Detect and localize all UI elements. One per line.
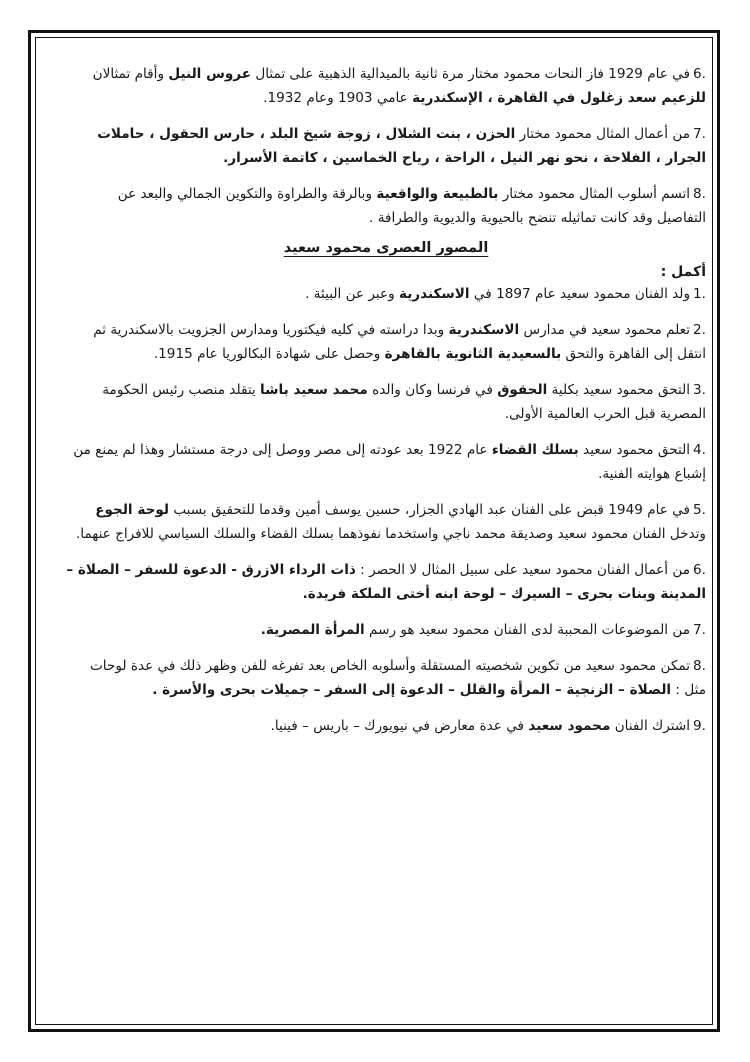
item-text: وبدا دراسته في كليه فيكتوريا ومدارس الجزويت بالاسكندرية ثم انتقل إلى القاهرة والتحق: [93, 322, 706, 362]
item-number: .6: [693, 562, 706, 578]
item-number: .8: [693, 658, 706, 674]
item-text: في فرنسا وكان والده: [367, 382, 498, 398]
list-item: [66, 558, 706, 606]
item-text: وتدخل الفنان محمود سعيد وصديقة محمد ناجي واستخدما نفوذهما بسلك القضاء والسلك السياسي للافراج عنهما.: [75, 526, 706, 542]
emphasized-text: للزعيم سعد زغلول في القاهرة ، الإسكندرية: [412, 90, 706, 106]
item-text: اشترك الفنان: [610, 718, 691, 734]
item-text: من الموضوعات المحببة لدى الفنان محمود سعيد هو رسم: [364, 622, 691, 638]
emphasized-text: الحزن ، بنت الشلال ، زوجة شيخ البلد ، حارس الحقول ، حاملات الجرار ، الفلاحة ، نحو نهر النيل ، الراحة ، رياح الخماسين ، كاتمة الأسرار.: [97, 126, 706, 166]
item-text: من أعمال الفنان محمود سعيد على سبيل المثال لا الحصر :: [355, 562, 691, 578]
mukhtar-section: [66, 62, 706, 230]
item-text: التحق محمود سعيد: [578, 442, 691, 458]
item-number: .2: [693, 322, 706, 338]
section-heading: [66, 236, 706, 260]
emphasized-text: الصلاة – الزنجية – المرأة والقلل – الدعوة إلى السفر – جميلات بحرى والأسرة .: [152, 682, 672, 698]
item-text: تعلم محمود سعيد في مدارس: [519, 322, 691, 338]
item-text: اتسم أسلوب المثال محمود مختار: [498, 186, 691, 202]
emphasized-text: لوحة الجوع: [95, 502, 169, 518]
item-text: ولد الفنان محمود سعيد عام 1897 في: [469, 286, 691, 302]
emphasized-text: ذات الرداء الازرق - الدعوة للسفر – الصلاة – المدينة وبنات بحرى – السيرك – لوحة ابنه أختى الملكة فريدة.: [66, 562, 706, 602]
item-text: في عام 1929 فاز النحات محمود مختار مرة ثانية بالميدالية الذهبية على تمثال: [251, 66, 691, 82]
emphasized-text: بالسعيدية الثانوية بالقاهرة: [384, 346, 562, 362]
section-heading-text: المصور العصرى محمود سعيد: [283, 240, 489, 256]
item-text: وحصل على شهادة البكالوريا عام 1915.: [153, 346, 385, 362]
item-number: .8: [693, 186, 706, 202]
mahmoud-said-section: [66, 282, 706, 738]
item-text: عام 1922 بعد عودته إلى مصر ووصل إلى درجة مستشار وهذا لم يمنع من إشباع هوايته الفنية.: [73, 442, 706, 482]
list-item: [66, 282, 706, 306]
emphasized-text: الحقوق: [497, 382, 548, 398]
item-text: من أعمال المثال محمود مختار: [515, 126, 691, 142]
item-number: .7: [693, 126, 706, 142]
item-number: .1: [693, 286, 706, 302]
emphasized-text: بالطبيعة والواقعية: [376, 186, 499, 202]
item-text: التحق محمود سعيد بكلية: [547, 382, 691, 398]
item-text: في عام 1949 قبض على الفنان عبد الهادي الجزار، حسين يوسف أمين وقدما للتحقيق بسبب: [169, 502, 691, 518]
fill-in-label: أكمل :: [660, 264, 706, 280]
item-number: .6: [693, 66, 706, 82]
list-item: [66, 714, 706, 738]
list-item: [66, 618, 706, 642]
item-text: وعبر عن البيئة .: [305, 286, 399, 302]
item-text: وأقام تمثالان: [92, 66, 169, 82]
item-number: .4: [693, 442, 706, 458]
list-item: [66, 318, 706, 366]
emphasized-text: الاسكندرية: [398, 286, 470, 302]
item-number: .9: [693, 718, 706, 734]
item-number: .3: [693, 382, 706, 398]
list-item: [66, 62, 706, 110]
item-text: في عدة معارض في نيويورك – باريس – فينيا.: [270, 718, 529, 734]
list-item: [66, 182, 706, 230]
list-item: [66, 378, 706, 426]
emphasized-text: المرأة المصرية.: [260, 622, 365, 638]
emphasized-text: الاسكندرية: [448, 322, 520, 338]
emphasized-text: محمد سعيد باشا: [260, 382, 368, 398]
emphasized-text: محمود سعيد: [528, 718, 611, 734]
item-text: عامي 1903 وعام 1932.: [263, 90, 413, 106]
list-item: [66, 498, 706, 546]
item-text: وبالرقة والطراوة والتكوين الجمالي والبعد عن التفاصيل وقد كانت تماثيله تنضح بالحيوية والديوية والطرافة .: [117, 186, 706, 226]
emphasized-text: عروس النيل: [168, 66, 252, 82]
item-text: تمكن محمود سعيد من تكوين شخصيته المستقلة وأسلوبه الخاص بعد تفرغه للفن وظهر ذلك في عدة لوحات مثل :: [90, 658, 706, 698]
item-number: .5: [693, 502, 706, 518]
item-number: .7: [693, 622, 706, 638]
item-text: يتقلد منصب رئيس الحكومة المصرية قبل الحرب العالمية الأولى.: [102, 382, 706, 422]
document-body: [66, 62, 706, 748]
list-item: [66, 122, 706, 170]
emphasized-text: بسلك القضاء: [491, 442, 579, 458]
list-item: [66, 654, 706, 702]
list-item: [66, 438, 706, 486]
